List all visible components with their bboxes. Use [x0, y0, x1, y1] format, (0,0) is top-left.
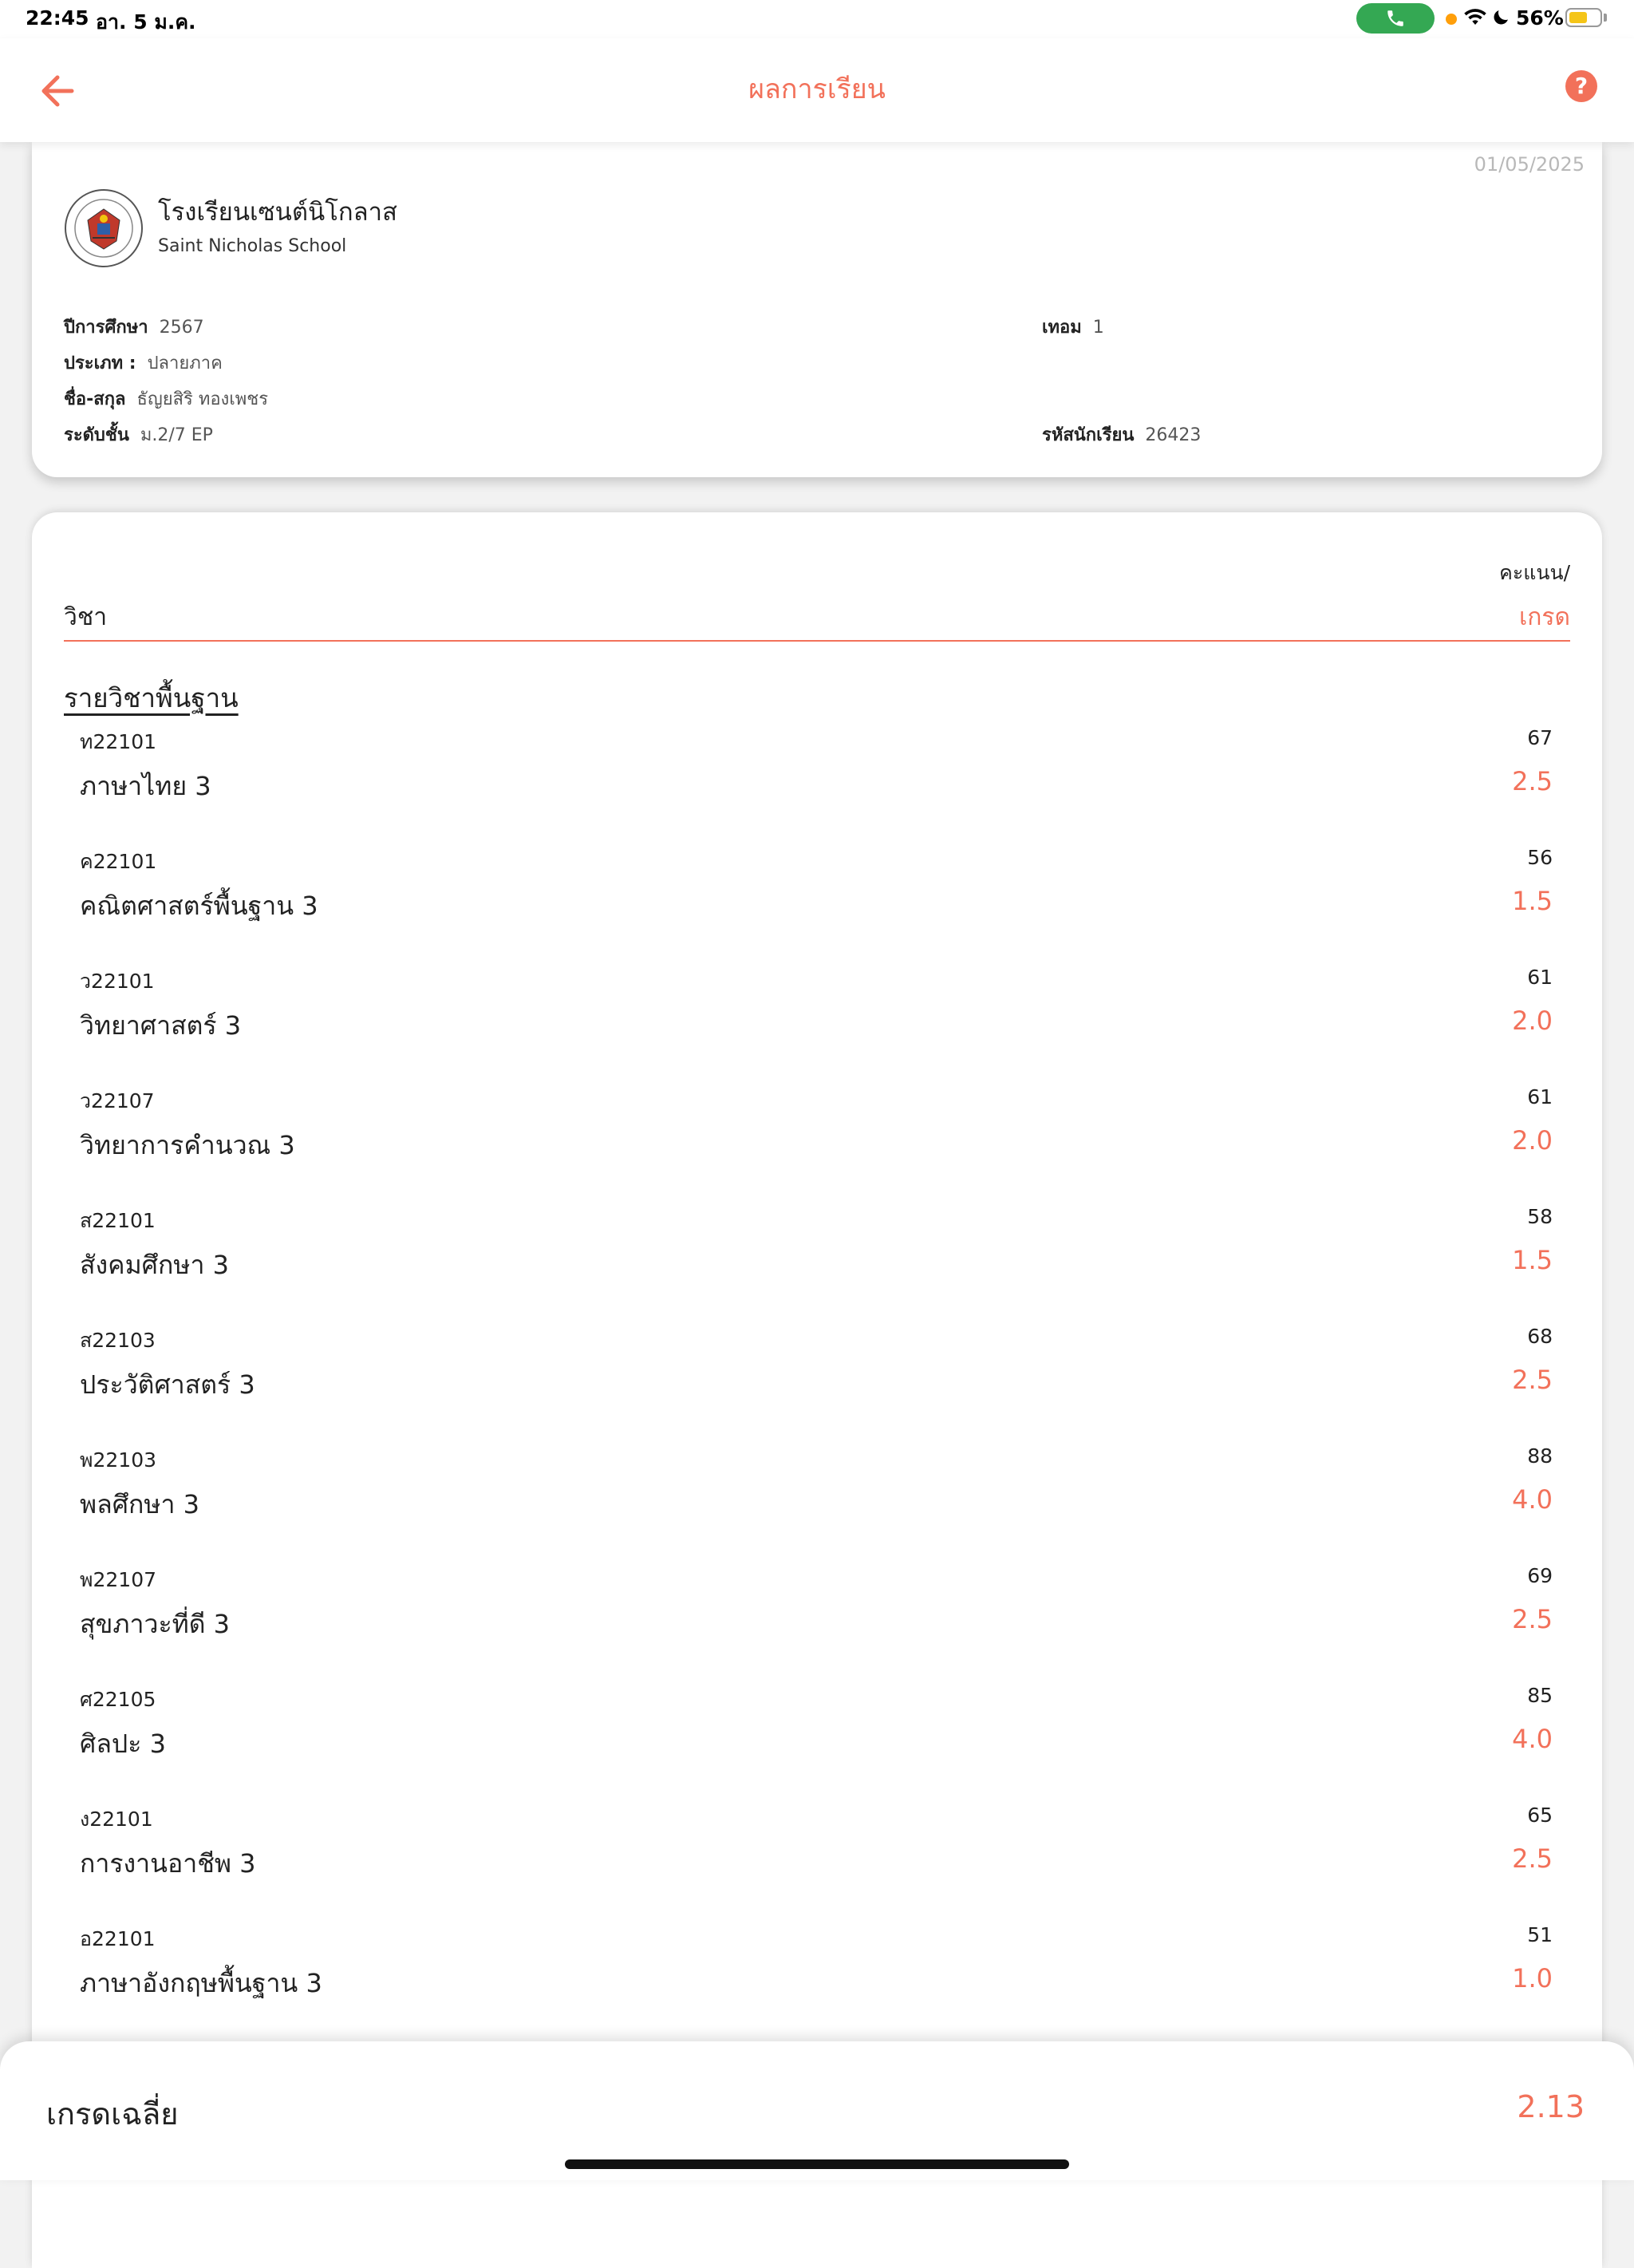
exam-type-label: ประเภท :	[64, 354, 136, 373]
subject-row	[32, 1325, 1602, 1444]
nav-bar	[0, 38, 1634, 142]
status-date: อา. 5 ม.ค.	[96, 10, 196, 34]
score-column-header: คะแนน/	[1499, 561, 1570, 584]
subject-row	[32, 1684, 1602, 1804]
subject-row	[32, 1085, 1602, 1205]
subject-name: ศิลปะ 3	[80, 1729, 166, 1759]
subject-code: ท22101	[80, 730, 157, 753]
header-divider	[64, 640, 1570, 642]
subject-name: สุขภาวะที่ดี 3	[80, 1609, 231, 1639]
subject-name: การงานอาชีพ 3	[80, 1848, 256, 1879]
wifi-icon	[1463, 6, 1487, 27]
academic-year-row	[64, 313, 204, 341]
help-button[interactable]	[1565, 70, 1597, 102]
academic-year-value: 2567	[159, 318, 204, 338]
battery-percent: 56%	[1516, 6, 1564, 30]
class-level-value: ม.2/7 EP	[140, 425, 213, 445]
subject-list	[32, 726, 1602, 2043]
student-name-row	[64, 385, 268, 413]
subject-code: พ22107	[80, 1568, 157, 1591]
subject-code: ง22101	[80, 1808, 153, 1831]
subject-row	[32, 1444, 1602, 1564]
subject-name: ภาษาไทย 3	[80, 771, 211, 801]
school-name-english: Saint Nicholas School	[158, 236, 347, 256]
subject-score: 88	[1527, 1444, 1553, 1468]
page-title: ผลการเรียน	[748, 73, 886, 105]
status-time: 22:45	[26, 6, 89, 30]
gpa-footer	[0, 2041, 1634, 2180]
subject-grade: 2.5	[1512, 1604, 1553, 1634]
battery-icon	[1565, 8, 1602, 27]
subject-grade: 2.5	[1512, 1365, 1553, 1395]
class-level-label: ระดับชั้น	[64, 425, 129, 445]
exam-type-row	[64, 349, 223, 377]
subject-row	[32, 726, 1602, 846]
school-logo	[64, 188, 144, 268]
exam-type-value: ปลายภาค	[147, 354, 223, 373]
subject-name: ประวัติศาสตร์ 3	[80, 1369, 255, 1400]
term-row	[1042, 313, 1104, 341]
subject-grade: 4.0	[1512, 1484, 1553, 1515]
subject-name: พลศึกษา 3	[80, 1489, 199, 1519]
subject-name: คณิตศาสตร์พื้นฐาน 3	[80, 891, 318, 921]
grades-card	[32, 512, 1602, 2268]
subject-code: ว22101	[80, 970, 155, 993]
privacy-dot-icon	[1446, 14, 1457, 25]
subject-score: 56	[1527, 846, 1553, 869]
subject-code: ว22107	[80, 1089, 155, 1112]
student-info-card	[32, 142, 1602, 477]
subject-code: ค22101	[80, 850, 157, 873]
student-id-value: 26423	[1145, 425, 1202, 445]
subject-score: 65	[1527, 1804, 1553, 1827]
school-name-thai: โรงเรียนเซนต์นิโกลาส	[158, 198, 397, 227]
subject-name: วิทยาศาสตร์ 3	[80, 1010, 242, 1041]
home-indicator[interactable]	[565, 2159, 1069, 2169]
question-icon: ?	[1574, 73, 1589, 99]
subject-score: 51	[1527, 1923, 1553, 1946]
subject-score: 68	[1527, 1325, 1553, 1348]
subject-score: 69	[1527, 1564, 1553, 1587]
academic-year-label: ปีการศึกษา	[64, 318, 148, 338]
subject-name: ภาษาอังกฤษพื้นฐาน 3	[80, 1968, 322, 1998]
subject-code: อ22101	[80, 1927, 156, 1950]
battery-tip	[1604, 14, 1607, 22]
subject-code: ส22103	[80, 1329, 156, 1352]
subject-code: ส22101	[80, 1209, 156, 1232]
subject-grade: 4.0	[1512, 1724, 1553, 1754]
subject-grade: 1.5	[1512, 886, 1553, 916]
subject-row	[32, 1564, 1602, 1684]
class-level-row	[64, 421, 213, 448]
subject-name: วิทยาการคำนวณ 3	[80, 1130, 295, 1160]
subject-score: 67	[1527, 726, 1553, 749]
gpa-label: เกรดเฉลี่ย	[46, 2096, 179, 2132]
phone-call-icon[interactable]	[1356, 3, 1435, 34]
student-id-label: รหัสนักเรียน	[1042, 425, 1135, 445]
section-title-basic-subjects: รายวิชาพื้นฐาน	[64, 682, 239, 713]
student-name-label: ชื่อ-สกุล	[64, 389, 126, 409]
term-value: 1	[1092, 318, 1104, 338]
report-date: 01/05/2025	[1474, 153, 1585, 176]
subject-grade: 2.5	[1512, 1843, 1553, 1874]
subject-score: 61	[1527, 1085, 1553, 1108]
term-label: เทอม	[1042, 318, 1082, 338]
subject-name: สังคมศึกษา 3	[80, 1250, 229, 1280]
subject-row	[32, 1205, 1602, 1325]
subject-score: 61	[1527, 966, 1553, 989]
subject-grade: 1.5	[1512, 1245, 1553, 1275]
subject-row	[32, 846, 1602, 966]
subject-score: 58	[1527, 1205, 1553, 1228]
subject-row	[32, 1923, 1602, 2043]
status-bar	[0, 0, 1634, 38]
moon-icon	[1492, 6, 1511, 27]
subject-code: ศ22105	[80, 1688, 156, 1711]
subject-row	[32, 1804, 1602, 1923]
subject-score: 85	[1527, 1684, 1553, 1707]
subject-grade: 2.0	[1512, 1125, 1553, 1156]
grade-column-header: เกรด	[1518, 603, 1570, 631]
gpa-value: 2.13	[1517, 2089, 1585, 2124]
subject-grade: 2.0	[1512, 1006, 1553, 1036]
subject-grade: 1.0	[1512, 1963, 1553, 1993]
subject-code: พ22103	[80, 1448, 157, 1472]
subject-grade: 2.5	[1512, 766, 1553, 796]
student-name-value: ธัญยสิริ ทองเพชร	[136, 389, 269, 409]
student-id-row	[1042, 421, 1201, 448]
subject-column-header: วิชา	[64, 603, 108, 631]
subject-row	[32, 966, 1602, 1085]
